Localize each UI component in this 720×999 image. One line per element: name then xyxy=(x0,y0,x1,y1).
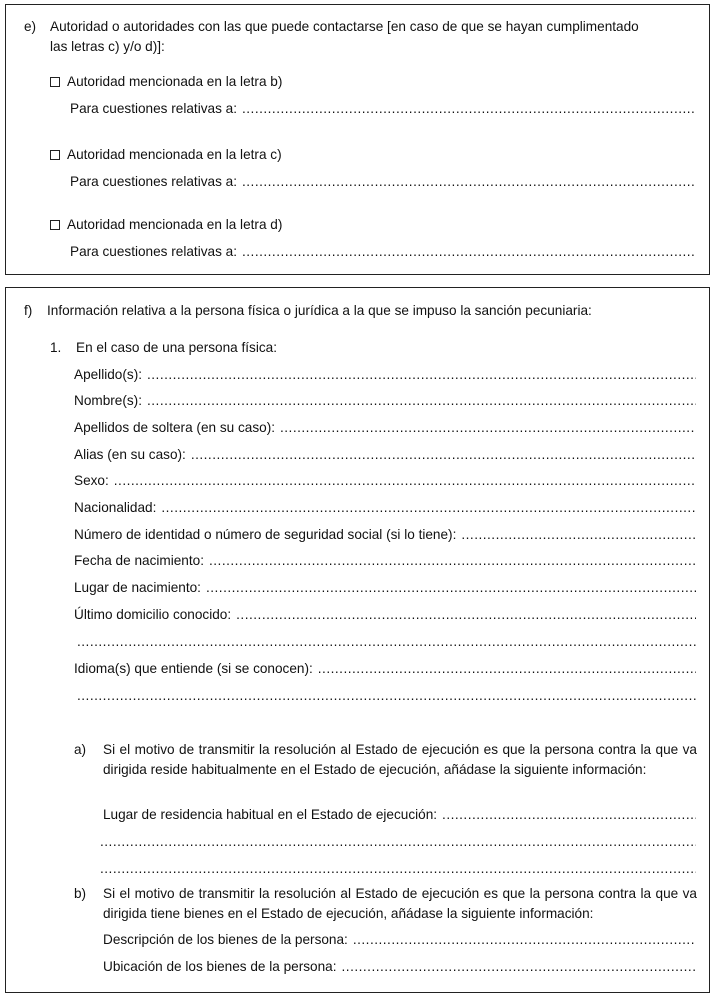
subsection-1-marker: 1. xyxy=(50,340,62,355)
first-name-label: Nombre(s): xyxy=(74,393,142,408)
fill-line[interactable] xyxy=(161,499,696,517)
fill-line[interactable] xyxy=(442,806,696,824)
fill-line[interactable] xyxy=(342,958,696,976)
item-a-marker: a) xyxy=(74,742,87,757)
authority-c-matters-label: Para cuestiones relativas a: xyxy=(70,174,237,189)
section-e-heading-line2: las letras c) y/o d)]: xyxy=(50,39,165,54)
sex-label: Sexo: xyxy=(74,473,109,488)
last-address-label: Último domicilio conocido: xyxy=(74,607,232,622)
fill-line[interactable] xyxy=(242,100,696,118)
authority-d-matters-field[interactable] xyxy=(70,243,696,261)
residence-continuation-line-2[interactable] xyxy=(100,860,696,878)
authority-c-matters-field[interactable] xyxy=(70,173,696,191)
authority-b-option[interactable] xyxy=(50,73,282,91)
habitual-residence-label: Lugar de residencia habitual en el Estado de ejecución: xyxy=(103,807,438,822)
fill-line[interactable] xyxy=(242,243,696,261)
birth-date-label: Fecha de nacimiento: xyxy=(74,553,204,568)
fill-line[interactable] xyxy=(209,552,696,570)
authority-d-option[interactable] xyxy=(50,216,282,234)
authority-c-label: Autoridad mencionada en la letra c) xyxy=(67,147,282,162)
authority-b-matters-label: Para cuestiones relativas a: xyxy=(70,101,237,116)
nationality-label: Nacionalidad: xyxy=(74,500,157,515)
property-description-label: Descripción de los bienes de la persona: xyxy=(103,932,348,947)
section-e-marker: e) xyxy=(24,19,37,34)
fill-line[interactable] xyxy=(236,606,696,624)
checkbox-authority-d[interactable] xyxy=(50,220,60,230)
fill-line[interactable] xyxy=(191,446,696,464)
last-address-continuation-line[interactable] xyxy=(77,633,696,651)
languages-label: Idioma(s) que entiende (si se conocen): xyxy=(74,661,313,676)
birth-date-field[interactable] xyxy=(74,552,696,570)
fill-line[interactable] xyxy=(280,419,696,437)
fill-line[interactable] xyxy=(318,660,696,678)
residence-continuation-line-1[interactable] xyxy=(100,833,696,851)
authority-c-option[interactable] xyxy=(50,146,282,164)
authority-d-matters-label: Para cuestiones relativas a: xyxy=(70,244,237,259)
item-b-text: Si el motivo de transmitir la resolución al Estado de ejecución es que la persona contra la que va dirigida tiene bienes en el Estado de ejecución, añádase la siguiente información: xyxy=(103,886,697,921)
item-a-text: Si el motivo de transmitir la resolución al Estado de ejecución es que la persona contra la que va dirigida reside habitualmente en el Estado de ejecución, añádase la siguiente información: xyxy=(103,742,697,777)
alias-label: Alias (en su caso): xyxy=(74,447,186,462)
section-f-marker: f) xyxy=(24,303,33,318)
surname-label: Apellido(s): xyxy=(74,367,142,382)
property-location-label: Ubicación de los bienes de la persona: xyxy=(103,959,337,974)
fill-line[interactable] xyxy=(461,526,696,544)
first-name-field[interactable] xyxy=(74,392,696,410)
fill-line[interactable] xyxy=(147,392,696,410)
fill-line[interactable] xyxy=(114,472,696,490)
habitual-residence-field[interactable] xyxy=(103,806,696,824)
fill-line[interactable] xyxy=(206,579,696,597)
id-number-label: Número de identidad o número de seguridad social (si lo tiene): xyxy=(74,527,457,542)
fill-line[interactable] xyxy=(147,366,696,384)
property-location-field[interactable] xyxy=(103,958,696,976)
authority-b-matters-field[interactable] xyxy=(70,100,696,118)
maiden-name-field[interactable] xyxy=(74,419,696,437)
surname-field[interactable] xyxy=(74,366,696,384)
maiden-name-label: Apellidos de soltera (en su caso): xyxy=(74,420,275,435)
id-number-field[interactable] xyxy=(74,526,696,544)
section-e-heading-line1: Autoridad o autoridades con las que puede contactarse [en caso de que se hayan cumplimentado xyxy=(50,19,639,34)
checkbox-authority-b[interactable] xyxy=(50,77,60,87)
section-f-heading: Información relativa a la persona física o jurídica a la que se impuso la sanción pecuniaria: xyxy=(47,303,592,318)
subsection-1-heading: En el caso de una persona física: xyxy=(76,340,278,355)
languages-field[interactable] xyxy=(74,660,696,678)
fill-line[interactable] xyxy=(242,173,696,191)
checkbox-authority-c[interactable] xyxy=(50,150,60,160)
authority-d-label: Autoridad mencionada en la letra d) xyxy=(67,217,283,232)
nationality-field[interactable] xyxy=(74,499,696,517)
authority-b-label: Autoridad mencionada en la letra b) xyxy=(67,74,283,89)
sex-field[interactable] xyxy=(74,472,696,490)
languages-continuation-line[interactable] xyxy=(77,687,696,705)
alias-field[interactable] xyxy=(74,446,696,464)
birth-place-field[interactable] xyxy=(74,579,696,597)
birth-place-label: Lugar de nacimiento: xyxy=(74,580,201,595)
last-address-field[interactable] xyxy=(74,606,696,624)
item-b-marker: b) xyxy=(74,886,87,901)
property-description-field[interactable] xyxy=(103,931,696,949)
fill-line[interactable] xyxy=(353,931,696,949)
